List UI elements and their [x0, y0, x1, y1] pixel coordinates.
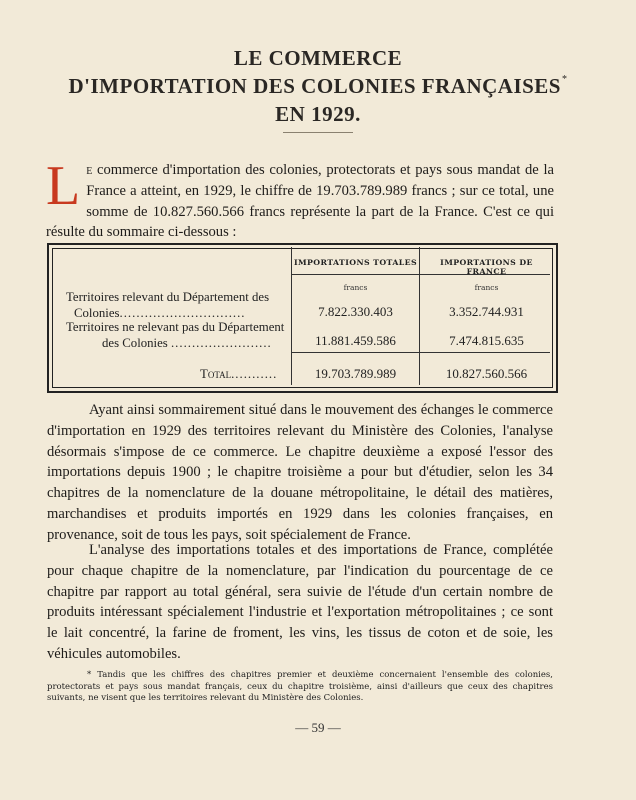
total-total-value: 19.703.789.989: [314, 366, 397, 381]
footnote: * Tandis que les chiffres des chapitres premier et deuxième concernaient l'ensemble des colonies, protectorats et pays sous mandat français, ceux du chapitre troisième, ainsi d'ailleurs que ceux des chapitres suivants, ne visent que les territoires relevant du Ministère des Colonies.: [47, 670, 553, 703]
intro-lead: e: [86, 162, 93, 178]
row1-total-value: 7.822.330.403: [318, 304, 393, 319]
title-divider: [283, 132, 353, 133]
title-line-3: EN 1929.: [275, 102, 361, 126]
title-line-1: LE COMMERCE: [233, 46, 403, 70]
unit-france: francs: [474, 283, 499, 292]
page-number: — 59 —: [295, 720, 341, 735]
title-line-2-text: D'IMPORTATION DES COLONIES FRANÇAISES: [68, 74, 561, 98]
row1-france-value: 3.352.744.931: [449, 304, 524, 319]
col-header-total: IMPORTATIONS TOTALES: [293, 258, 418, 267]
total-leader-dots: ...........: [231, 367, 278, 381]
row1-leader-dots: ..............................: [119, 306, 246, 320]
total-label-line: [200, 367, 277, 382]
body-paragraph-2: L'analyse des importations totales et des importations de France, complétée pour chaque chapitre de la nomenclature, par l'indication du pourcentage de ce chapitre par rapport au total général, sera suivie de l'étude d'un certain nombre de produits intéressant spécialement l'industrie et l'exportation métropolitaines ; ce sont le lait concentré, la farine de froment, les vins, les tissus de coton et de soie, les véhicules automobiles.: [47, 542, 553, 662]
row1-label-line1: Territoires relevant du Département des: [66, 290, 270, 304]
row1-label-colonies: Colonies: [74, 306, 120, 320]
row1-label-line2: [74, 306, 246, 321]
total-label: Total: [200, 367, 232, 381]
intro-text: commerce d'importation des colonies, protectorats et pays sous mandat de la France a atteint, en 1929, le chiffre de 19.703.789.989 francs ; sur ce total, une somme de 10.827.560.566 francs représente la part de la France. C'est ce qui résulte du sommaire ci-dessous :: [46, 162, 554, 241]
row2-france-value: 7.474.815.635: [449, 333, 524, 348]
col-header-france: IMPORTATIONS DE FRANCE: [440, 258, 533, 276]
total-france-value: 10.827.560.566: [445, 366, 528, 381]
row2-total-value: 11.881.459.586: [315, 333, 396, 348]
row2-label-colonies: des Colonies: [102, 336, 168, 350]
body-paragraph-1: Ayant ainsi sommairement situé dans le mouvement des échanges le commerce d'importation en 1929 des territoires relevant du Ministère des Colonies, l'analyse désormais s'impose de ce commerce. Le chapitre deuxième a exposé l'essor des importations depuis 1900 ; le chapitre troisième a pour but d'étudier, selon les 34 chapitres de la nomenclature de la douane métropolitaine, le détail des matières, marchandises et produits importés en 1929 dans les colonies françaises, en provenance, soit de tous les pays, soit spécialement de France.: [47, 402, 553, 543]
drop-cap: L: [46, 155, 81, 217]
row2-leader-dots: ........................: [170, 336, 272, 350]
title-footnote-mark: *: [561, 74, 568, 85]
table-total-rule: [291, 352, 550, 353]
intro-paragraph: [46, 155, 554, 243]
row2-label-line2: [102, 336, 272, 351]
unit-total: francs: [343, 283, 368, 292]
title-line-2: [0, 74, 636, 99]
row2-label-line1: Territoires ne relevant pas du Département: [66, 320, 285, 334]
